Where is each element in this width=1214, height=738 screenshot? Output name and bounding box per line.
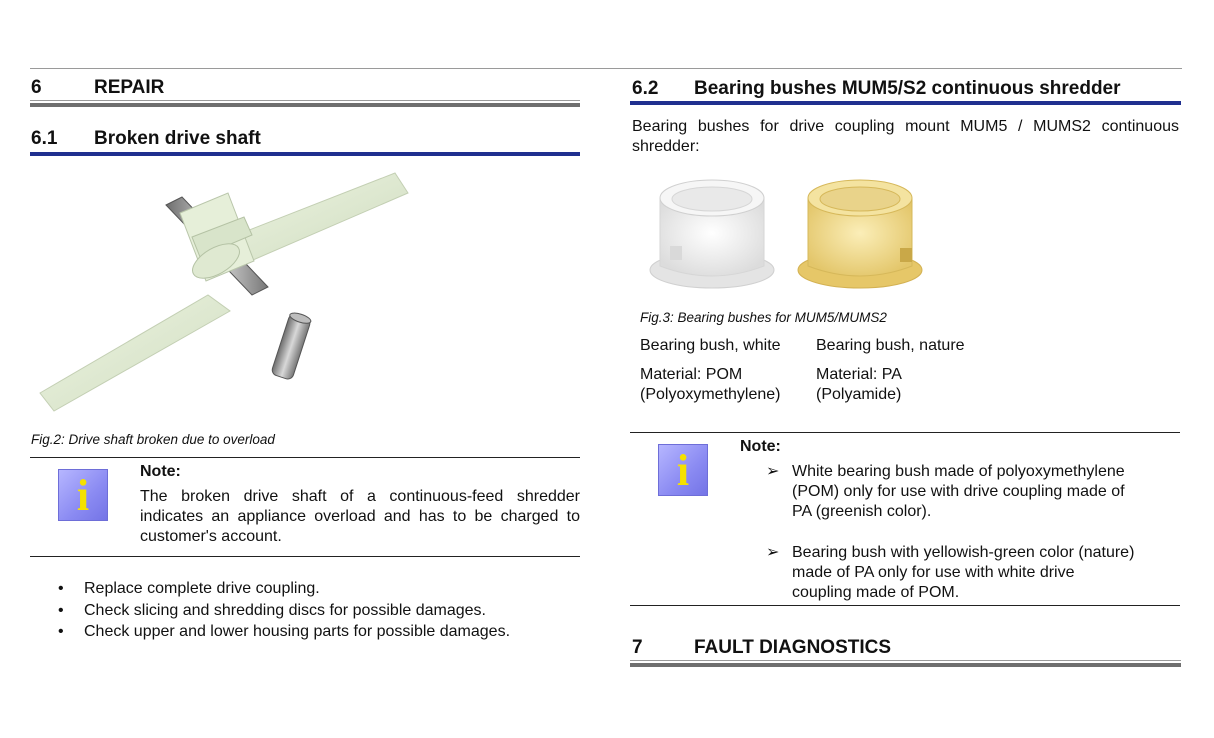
note-right-top-rule [630, 432, 1180, 433]
section-6-title: REPAIR [94, 77, 165, 98]
note-left-label: Note: [140, 463, 181, 480]
note-left-line-1: The broken drive shaft of a continuous-feed shredder [140, 488, 580, 505]
section-6-1-rule [30, 152, 580, 156]
bush-white-material: Material: POM [640, 366, 743, 383]
note-right-item-1 [766, 462, 1176, 524]
info-icon: i [58, 469, 108, 521]
bush-nature-material-full: (Polyamide) [816, 386, 902, 403]
section-6-rule [30, 103, 580, 107]
page-top-rule [30, 68, 1182, 69]
note-right-item-1-line-2: (POM) only for use with drive coupling made of [792, 483, 1125, 500]
note-left-line-3: customer's account. [140, 528, 282, 545]
note-left-bottom-rule [30, 556, 580, 557]
section-7-title: FAULT DIAGNOSTICS [694, 637, 892, 658]
section-7-number: 7 [632, 637, 643, 658]
figure-2-caption: Fig.2: Drive shaft broken due to overload [31, 432, 275, 447]
note-right-item-2-line-3: coupling made of POM. [792, 584, 960, 601]
note-left-line-2: indicates an appliance overload and has to be charged to [140, 508, 580, 525]
bush-white-material-full: (Polyoxymethylene) [640, 386, 781, 403]
drive-shaft-figure [30, 165, 420, 425]
nature-bush-image [798, 180, 922, 288]
arrow-bullet-icon: ➢ [766, 463, 780, 480]
bearing-bushes-figure [640, 168, 940, 298]
section-6-rule-thin [30, 100, 580, 101]
list-item: • Check upper and lower housing parts for possible damages. [58, 621, 510, 643]
white-bush-image [650, 180, 774, 288]
intro-line-1: Bearing bushes for drive coupling mount MUM5 / MUMS2 continuous [632, 118, 1179, 135]
note-right-item-1-line-3: PA (greenish color). [792, 503, 932, 520]
section-6-1-number: 6.1 [31, 128, 58, 149]
repair-steps-list [58, 578, 510, 643]
bush-white-name: Bearing bush, white [640, 337, 781, 354]
section-6-2-title: Bearing bushes MUM5/S2 continuous shredder [694, 78, 1121, 99]
note-right-item-1-line-1: White bearing bush made of polyoxymethylene [792, 463, 1125, 480]
note-right-item-2 [766, 543, 1176, 605]
section-6-1-title: Broken drive shaft [94, 128, 261, 149]
arrow-bullet-icon: ➢ [766, 544, 780, 561]
section-6-number: 6 [31, 77, 42, 98]
section-7-rule [630, 663, 1181, 667]
list-item: • Check slicing and shredding discs for possible damages. [58, 600, 510, 622]
bush-nature-material: Material: PA [816, 366, 902, 383]
section-6-2-number: 6.2 [632, 78, 659, 99]
section-6-2-rule [630, 101, 1181, 105]
list-item: • Replace complete drive coupling. [58, 578, 510, 600]
note-left-top-rule [30, 457, 580, 458]
intro-line-2: shredder: [632, 138, 700, 155]
note-right-bottom-rule [630, 605, 1180, 606]
bush-nature-name: Bearing bush, nature [816, 337, 965, 354]
section-7-rule-thin [630, 660, 1181, 661]
info-icon: i [658, 444, 708, 496]
figure-3-caption: Fig.3: Bearing bushes for MUM5/MUMS2 [640, 310, 887, 325]
note-right-item-2-line-1: Bearing bush with yellowish-green color (nature) [792, 544, 1135, 561]
note-right-item-2-line-2: made of PA only for use with white drive [792, 564, 1075, 581]
note-right-label: Note: [740, 438, 781, 455]
